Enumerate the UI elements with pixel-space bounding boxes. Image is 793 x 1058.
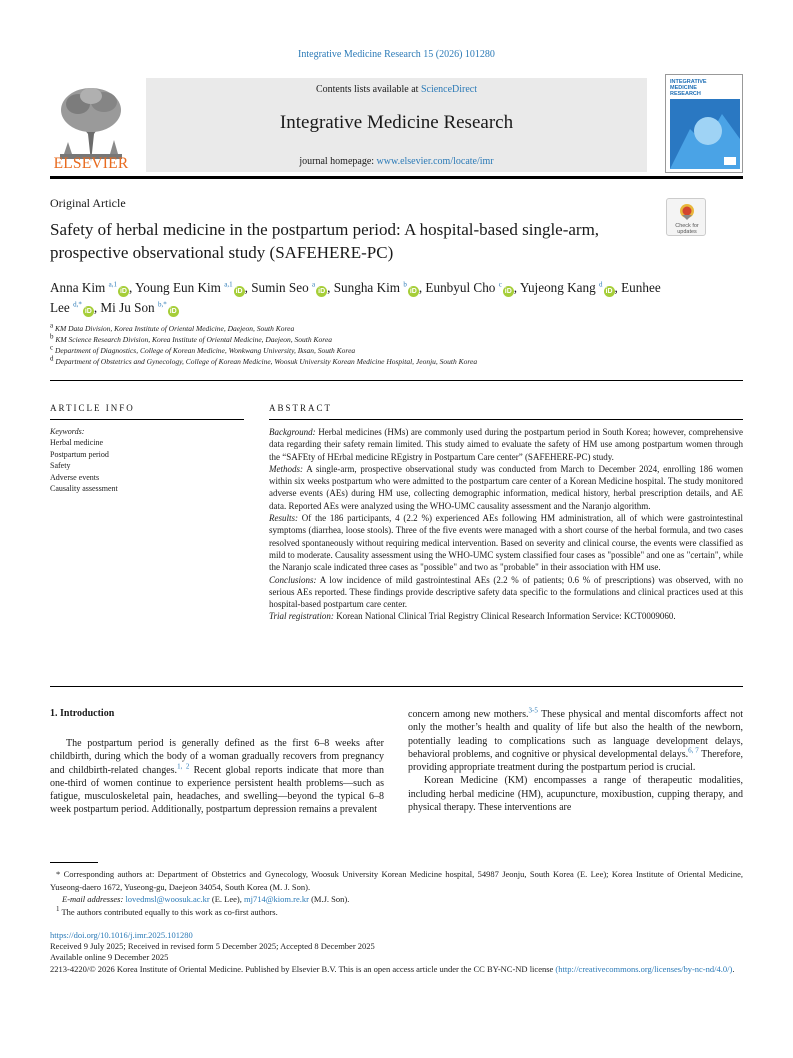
license-text: [50, 964, 743, 975]
author-list: Anna Kim $^{a,1}$iD , Young Eun Kim $^{a,1}$iD , Sumin Seo $^a$iD , Sungha Kim $^b$iD , Eunbyul Cho $^c$iD , Yujeong Kang $^d$iD , Eunhee Lee $^{d,*}$iD , Mi Ju Son $^{b,*}$iD: [50, 280, 661, 315]
orcid-icon[interactable]: iD: [119, 288, 127, 295]
check-updates-icon: [679, 203, 695, 221]
affiliation-sup: d: [50, 354, 54, 363]
article-title: Safety of herbal medicine in the postpartum period: A hospital-based single-arm, prospective observational study (SAFEHERE-PC): [50, 220, 600, 262]
affiliation-text: Department of Obstetrics and Gynecology, College of Korean Medicine, Woosuk University Korean Medicine Hospital, Jeonju, South Korea: [55, 357, 478, 366]
orcid-icon[interactable]: iD: [504, 288, 512, 295]
author-name: Anna Kim: [50, 280, 106, 295]
email-label: E-mail addresses:: [62, 894, 124, 904]
abstract-conclusions: [269, 574, 743, 611]
license-statement: 2213-4220/© 2026 Korea Institute of Oriental Medicine. Published by Elsevier B.V. This is an open access article under the CC BY-NC-ND license: [50, 963, 554, 974]
author[interactable]: [520, 280, 615, 295]
affiliation-sup: b: [50, 332, 54, 341]
email-owner: (M.J. Son).: [308, 894, 350, 904]
abstract-label: Methods:: [269, 463, 303, 474]
doi-link[interactable]: https://doi.org/10.1016/j.imr.2025.101280: [50, 930, 193, 940]
affiliation-text: Department of Diagnostics, College of Korean Medicine, Wonkwang University, Iksan, South Korea: [54, 346, 356, 355]
citation-link[interactable]: 3-5: [528, 706, 538, 715]
received-dates: Received 9 July 2025; Received in revised form 5 December 2025; Accepted 8 December 2025: [50, 941, 375, 952]
article-info-rule: [50, 419, 244, 420]
publication-info: [50, 930, 743, 975]
affiliation: [50, 323, 750, 334]
body-paragraph: [408, 708, 743, 774]
check-updates-label-line: updates: [677, 229, 697, 235]
footnotes: [50, 868, 743, 918]
affiliation-sup: a: [50, 321, 54, 330]
body-text: These physical and mental discomforts affect not only the mother’s health and quality of life but also the health of the newborn, potentially leading to complications such as language development delays, behavioral problems, and cognitive or physical developmental delays.: [408, 709, 743, 760]
check-updates-label-line: Check for: [675, 223, 699, 229]
keyword: Causality assessment: [50, 484, 118, 494]
footnote-text: The authors contributed equally to this work as co-first authors.: [61, 906, 278, 917]
abstract-label: Trial registration:: [269, 611, 334, 622]
author[interactable]: [50, 280, 129, 295]
introduction-heading: 1. Introduction: [50, 708, 115, 719]
author-affiliation-sup[interactable]: a,1: [224, 280, 233, 289]
abstract-body: [269, 426, 743, 623]
affiliation: [50, 356, 750, 367]
keyword: Safety: [50, 461, 71, 471]
corresponding-footnote: [50, 868, 743, 893]
author-affiliation-sup[interactable]: b: [403, 280, 407, 289]
cover-artwork: [670, 99, 740, 169]
abstract-background: [269, 426, 743, 463]
cover-title-line: MEDICINE: [670, 85, 697, 91]
body-paragraph: Korean Medicine (KM) encompasses a range of therapeutic modalities, including herbal medicine (HM), acupuncture, moxibustion, cupping therapy, and physical therapy. These interventions are: [408, 775, 743, 814]
footnote-rule: [50, 862, 98, 863]
keywords-label: Keywords:: [50, 427, 85, 436]
author[interactable]: [135, 280, 245, 295]
orcid-icon[interactable]: iD: [84, 308, 92, 315]
footnote-mark: 1: [56, 904, 60, 913]
author-name: Eunhee Lee: [50, 280, 661, 315]
available-online: Available online 9 December 2025: [50, 952, 169, 963]
header-rule: [50, 176, 743, 179]
body-column-left: [50, 737, 384, 817]
footnote-text: Corresponding authors at: Department of Obstetrics and Gynecology, Woosuk University Korean Medicine hospital, 54987 Jeonju, South Korea (E. Lee); Korea Institute of Oriental Medicine, Yuseong-daero 1672, Yuseong-gu, Daejeon 34054, South Korea (M. J. Son).: [50, 869, 743, 892]
abstract-results: [269, 512, 743, 573]
body-text: The postpartum period is generally defined as the first 6–8 weeks after childbirth, during which the body of a woman gradually recovers from pregnancy and childbirth-related changes.: [50, 738, 384, 776]
publisher-wordmark: ELSEVIER: [53, 155, 129, 172]
body-column-right: [408, 708, 743, 814]
contents-availability: [146, 84, 647, 95]
license-end: .: [732, 963, 735, 974]
affiliation-sup: c: [50, 343, 54, 352]
author-name: Mi Ju Son: [100, 300, 155, 315]
author-affiliation-sup[interactable]: b,*: [157, 300, 167, 309]
section-rule: [50, 380, 743, 381]
orcid-icon[interactable]: iD: [235, 288, 243, 295]
orcid-icon[interactable]: iD: [605, 288, 613, 295]
abstract-text: Herbal medicines (HMs) are commonly used during the postpartum period in South Korea; however, comprehensive data regarding their safety remain limited. This study aimed to evaluate the safety of HM use among postpartum women through the “SAFEty of HErbal medicine REgistry in Postpartum Care center” (SAFEHERE-PC) study.: [269, 427, 743, 462]
email-link[interactable]: mj714@kiom.re.kr: [243, 894, 309, 904]
journal-title: Integrative Medicine Research: [279, 112, 514, 133]
body-text: Therefore, providing appropriate treatment during the postpartum period is crucial.: [408, 748, 744, 774]
keyword: Herbal medicine: [50, 438, 104, 448]
check-for-updates-button[interactable]: [666, 198, 706, 236]
abstract-label: Conclusions:: [269, 574, 317, 585]
email-footnote: [50, 893, 743, 906]
journal-cover-thumbnail[interactable]: [665, 74, 743, 173]
check-updates-label: [667, 223, 707, 235]
author-affiliation-sup[interactable]: d: [599, 280, 603, 289]
author[interactable]: [100, 300, 178, 315]
article-type: Original Article: [50, 196, 126, 210]
author-affiliation-sup[interactable]: a,1: [108, 280, 117, 289]
affiliation: [50, 345, 750, 356]
journal-homepage: [146, 156, 647, 167]
author-name: Sumin Seo: [251, 280, 309, 295]
abstract-methods: [269, 463, 743, 512]
abstract-heading: ABSTRACT: [269, 403, 333, 413]
cover-title-line: INTEGRATIVE: [670, 79, 707, 85]
keyword: Postpartum period: [50, 449, 109, 459]
author-name: Sungha Kim: [333, 280, 401, 295]
affiliation-text: KM Science Research Division, Korea Institute of Oriental Medicine, Daejeon, South Korea: [55, 335, 332, 344]
keyword: Adverse events: [50, 472, 100, 482]
author[interactable]: [251, 280, 327, 295]
author[interactable]: [425, 280, 513, 295]
homepage-prefix: journal homepage:: [299, 156, 377, 167]
citation-link[interactable]: 1, 2: [177, 762, 190, 771]
journal-reference[interactable]: Integrative Medicine Research 15 (2026) 101280: [298, 49, 495, 60]
citation-link[interactable]: 6, 7: [688, 746, 699, 755]
affiliation: [50, 334, 750, 345]
author-affiliation-sup[interactable]: c: [498, 280, 502, 289]
abstract-rule: [269, 419, 743, 420]
orcid-icon[interactable]: iD: [318, 288, 326, 295]
footnote-mark: *: [56, 869, 64, 879]
contents-prefix: Contents lists available at: [315, 84, 421, 95]
author-name: Eunbyul Cho: [425, 280, 496, 295]
affiliation-text: KM Data Division, Korea Institute of Oriental Medicine, Daejeon, South Korea: [54, 324, 295, 333]
license-link[interactable]: (http://creativecommons.org/licenses/by-nc-nd/4.0/): [555, 963, 733, 974]
email-owner: (E. Lee),: [209, 894, 244, 904]
abstract-label: Background:: [269, 427, 316, 437]
abstract-text: A low incidence of mild gastrointestinal AEs (2.2 % of patients; 0.6 % of prescriptions) was observed, with no serious AEs reported. These findings provide descriptive safety data specific to the formulations and clinical practices used at this hospital-based postpartum care center.: [269, 574, 743, 610]
cover-title: [670, 79, 707, 97]
orcid-icon[interactable]: iD: [409, 288, 417, 295]
abstract-text: Of the 186 participants, 4 (2.2 %) experienced AEs following HM administration, all of which were gastrointestinal symptoms (diarrhea, loose stools). Three of the five events were managed with a short course of the herbal formula, and two cases resolved spontaneously without requiring medical intervention. Based on severity and clinical course, the events were classified as mild to moderate. Causality assessment using the WHO-UMC system classified four cases as "possible" and one as "certain", while the Naranjo scale indicated three cases as "possible" and two as "probable" in their association with HM use.: [269, 513, 743, 573]
homepage-link[interactable]: www.elsevier.com/locate/imr: [376, 156, 494, 167]
keywords-block: [50, 426, 244, 494]
author-name: Yujeong Kang: [519, 280, 596, 295]
author-name: Young Eun Kim: [135, 280, 221, 295]
article-info-heading: ARTICLE INFO: [50, 403, 135, 413]
abstract-label: Results:: [269, 513, 298, 524]
author[interactable]: [334, 280, 419, 295]
cofirst-footnote: [50, 906, 743, 919]
cover-title-line: RESEARCH: [670, 91, 701, 97]
abstract-trial-registration: [269, 610, 743, 622]
affiliation-list: [50, 323, 750, 367]
body-text: Recent global reports indicate that more than one-third of women continue to experience persistent health problems—such as fatigue, musculoskeletal pain, headaches, and swelling—beyond the typical 6–8 week postpartum period. Additionally, postpartum depression remains a prevalent: [50, 764, 384, 816]
orcid-icon[interactable]: iD: [169, 308, 177, 315]
body-text: concern among new mothers.: [408, 709, 529, 720]
abstract-text: A single-arm, prospective observational study was conducted from March to December 2024, enrolling 186 women within six weeks postpartum who were admitted to the postpartum care center of a Korean Medicine hospital. The study monitored adverse events (AEs) during HM use, collecting demographic information, medical history, herbal prescription details, and AE data. Reported AEs were analyzed using the WHO-UMC causality assessment and the Naranjo algorithm.: [269, 463, 743, 511]
abstract-text: Korean National Clinical Trial Registry Clinical Research Information Service: KCT0009060.: [333, 611, 676, 622]
sciencedirect-link[interactable]: ScienceDirect: [420, 84, 478, 95]
abstract-bottom-rule: [50, 686, 743, 687]
author-affiliation-sup[interactable]: a: [312, 280, 316, 289]
author-affiliation-sup[interactable]: d,*: [73, 300, 82, 309]
email-link[interactable]: lovedmsl@woosuk.ac.kr: [125, 894, 210, 904]
